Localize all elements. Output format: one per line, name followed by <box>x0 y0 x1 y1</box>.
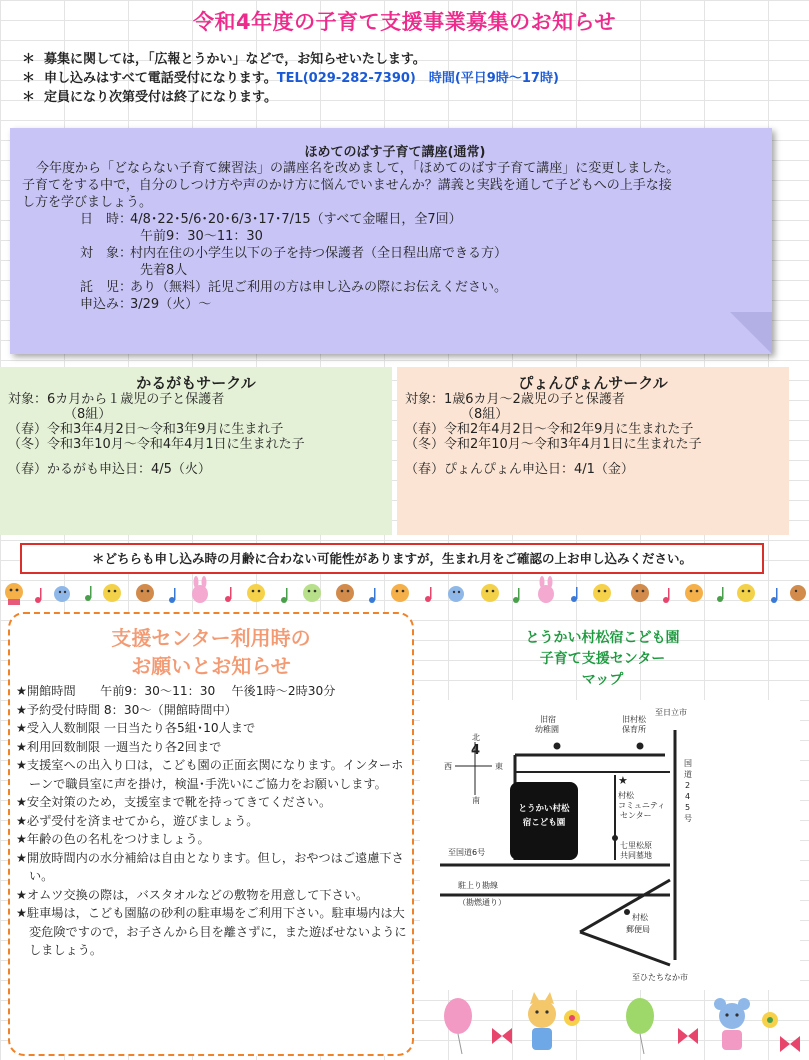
compass-east: 東 <box>495 762 503 771</box>
animal-icon <box>336 584 354 602</box>
music-note-icon <box>35 588 42 603</box>
flower-icon <box>762 1012 778 1028</box>
support-item: ★駐車場は，こども園脇の砂利の駐車場をご利用下さい。駐車場内は大変危険ですので，お子さんから目を離さずに，また遊ばせないようにしましょう。 <box>16 906 407 957</box>
star-marker-icon: ★ <box>618 774 628 787</box>
compass-north: 北 <box>472 733 480 742</box>
date-value: 4/8･22･5/6･20･6/3･17･7/15（すべて金曜日，全7回） <box>130 212 462 227</box>
animal-icon <box>790 585 806 601</box>
mouse-icon <box>714 998 750 1050</box>
animal-icon <box>685 584 703 602</box>
pyonpyon-title: ぴょんぴょんサークル <box>518 374 668 392</box>
ribbon-icon <box>780 1036 800 1052</box>
pyonpyon-circle-box <box>397 367 789 535</box>
karugamo-body <box>8 392 305 477</box>
support-center-items <box>16 682 410 960</box>
support-item: ★必ず受付を済ませてから，遊びましょう。 <box>16 813 259 828</box>
cat-icon <box>528 992 556 1050</box>
route-label-char: 5 <box>685 803 691 812</box>
pyonpyon-body <box>405 392 702 477</box>
community-label: 村松 <box>618 791 634 800</box>
to-hitachinaka-label: 至ひたちなか市 <box>632 973 688 982</box>
homete-body-line: 今年度から「どならない子育て練習法」の講座名を改めまして，「ほめてのばす子育て講座」に変更しました。 <box>36 161 680 176</box>
tokai-line-label-2: （勘燃通り） <box>458 898 506 907</box>
music-note-icon <box>513 588 520 603</box>
support-item: ★受入人数制限 一日当たり各5組･10人まで <box>16 721 256 735</box>
compass-west: 西 <box>444 762 452 771</box>
map-title-line: とうかい村松宿こども園 <box>525 630 680 646</box>
pyonpyon-apply: （春）ぴょんぴょん申込日：4/1（金） <box>405 462 634 477</box>
balloon-icon <box>444 998 472 1054</box>
homete-details <box>80 211 507 313</box>
community-label-3: センター <box>620 811 652 820</box>
karugamo-circle-box <box>0 367 392 535</box>
support-item: ★利用回数制限 一週当たり各2回まで <box>16 739 222 754</box>
page-curl-decoration <box>730 312 772 354</box>
pyonpyon-winter: （冬）令和2年10月～令和3年4月1日に生まれた子 <box>405 437 702 452</box>
community-label-2: コミュニティ <box>618 801 666 810</box>
support-item: ★開放時間内の水分補給は自由となります。但し，おやつはご遠慮下さい。 <box>16 850 404 883</box>
decorative-animal-band <box>0 572 809 612</box>
balloon-animals-decoration <box>430 988 805 1056</box>
homete-body-line: 子育てをする中で，自分のしつけ方や声のかけ方に悩んでいませんか？講義と実践を通して子どもへの上手な接 <box>22 178 672 193</box>
kyu-sukumo-label: 旧宿 <box>540 715 556 724</box>
birth-month-warning: ＊どちらも申し込み時の月齢に合わない可能性がありますが，生まれ月をご確認の上お申し込みください。 <box>20 543 764 574</box>
music-note-icon <box>425 587 432 602</box>
notice-3-text: 定員になり次第受付は終了になります。 <box>44 90 277 105</box>
route-label-char: 道 <box>684 770 692 779</box>
support-title-line: 支援センター利用時の <box>111 626 311 650</box>
animal-icon <box>448 586 464 602</box>
tokai-line-label: 駐上り勘線 <box>458 881 498 890</box>
ribbon-icon <box>492 1028 512 1044</box>
pyonpyon-spring: （春）令和2年4月2日～令和2年9月に生まれた子 <box>405 422 694 437</box>
route-label-char: 国 <box>684 759 692 768</box>
balloon-icon <box>626 998 654 1054</box>
animal-icon <box>54 586 70 602</box>
to-route6-label: 至国道6号 <box>448 848 486 857</box>
animal-icon <box>481 584 499 602</box>
pyonpyon-target: 対象：1歳6カ月～2歳児の子と保護者 <box>405 392 625 407</box>
support-item: ★年齢の色の名札をつけましょう。 <box>16 832 210 846</box>
post-office-label: 村松 <box>632 913 648 922</box>
animal-icon <box>103 584 121 602</box>
animal-icon <box>538 576 554 603</box>
childcare-label: 託 児： <box>80 280 133 295</box>
notice-1 <box>22 50 559 69</box>
map-title <box>420 628 785 691</box>
karugamo-title: かるがもサークル <box>136 374 256 392</box>
music-note-icon <box>85 586 92 601</box>
bullet-mark: ＊ <box>22 52 36 67</box>
date-label: 日 時： <box>80 212 133 227</box>
kyu-sukumo-label-2: 幼稚園 <box>535 725 559 734</box>
homete-course-title: ほめてのばす子育て講座(通常) <box>304 145 486 160</box>
music-note-icon <box>281 588 288 603</box>
time-value: 午前9：30～11：30 <box>140 229 263 244</box>
animal-icon <box>737 584 755 602</box>
cemetery-label-2: 共同墓地 <box>620 851 652 860</box>
notices <box>22 50 559 107</box>
animal-icon <box>303 584 321 602</box>
kyu-muramatsu-marker <box>637 743 644 750</box>
post-office-marker <box>624 909 630 915</box>
route-label-char: 4 <box>685 792 691 801</box>
karugamo-groups: （8組） <box>64 407 112 422</box>
notice-1-text: 募集に関しては，「広報とうかい」などで，お知らせいたします。 <box>44 52 426 67</box>
support-item: ★開館時間 午前9：30～11：30 午後1時～2時30分 <box>16 684 336 698</box>
flower-icon <box>564 1010 580 1026</box>
kyu-muramatsu-label-2: 保育所 <box>622 725 646 734</box>
kyu-muramatsu-label: 旧村松 <box>622 715 646 724</box>
kyu-sukumo-marker <box>554 743 561 750</box>
bullet-mark: ＊ <box>22 71 36 86</box>
animal-icon <box>136 584 154 602</box>
target-value: 村内在住の小学生以下の子を持つ保護者（全日程出席できる方） <box>130 246 508 261</box>
notice-2 <box>22 69 559 88</box>
map-title-line: 子育て支援センター <box>539 651 666 667</box>
homete-body-line: し方を学びましょう。 <box>22 195 153 210</box>
music-note-icon <box>663 588 670 603</box>
karugamo-apply: （春）かるがも申込日：4/5（火） <box>8 462 211 477</box>
cemetery-marker <box>612 835 618 841</box>
animal-icon <box>247 584 265 602</box>
support-item: ★予約受付時間 8：30～（開館時間中） <box>16 702 237 717</box>
access-map <box>420 700 800 990</box>
kodomoen-label-2: 宿こども園 <box>522 818 566 828</box>
ribbon-icon <box>678 1028 698 1044</box>
music-note-icon <box>225 587 232 602</box>
animal-icon <box>391 584 409 602</box>
tel-number: TEL(029-282-7390) 時間(平日9時～17時) <box>276 71 559 86</box>
music-note-icon <box>771 588 778 603</box>
apply-value: 3/29（火）～ <box>130 297 212 312</box>
support-item: ★オムツ交換の際は，バスタオルなどの敷物を用意して下さい。 <box>16 887 369 902</box>
notice-2-text: 申し込みはすべて電話受付になります。 <box>44 71 277 86</box>
kodomoen-label: とうかい村松 <box>518 804 570 814</box>
childcare-value: あり（無料）託児ご利用の方は申し込みの際にお伝えください。 <box>130 280 508 295</box>
karugamo-spring: （春）令和3年4月2日～令和3年9月に生まれ子 <box>8 422 284 437</box>
notice-3 <box>22 88 559 107</box>
compass-south: 南 <box>472 796 480 805</box>
support-title-line: お願いとお知らせ <box>131 654 291 678</box>
route-label-char: 号 <box>684 814 692 823</box>
support-item: ★支援室への出入り口は，こども園の正面玄関になります。インターホーンで職員室に声を掛け，検温･手洗いにご協力をお願いします。 <box>16 758 404 791</box>
to-hitachi-label: 至日立市 <box>655 708 687 717</box>
music-note-icon <box>717 587 724 602</box>
music-note-icon <box>169 588 176 603</box>
animal-icon <box>631 584 649 602</box>
support-item: ★安全対策のため，支援室まで靴を持ってきてください。 <box>16 795 332 809</box>
pyonpyon-groups: （8組） <box>461 407 509 422</box>
support-center-title <box>10 624 412 680</box>
karugamo-winter: （冬）令和3年10月～令和4年4月1日に生まれた子 <box>8 437 305 452</box>
route-label-char: 2 <box>685 781 691 790</box>
cemetery-label: 七里松原 <box>620 841 652 850</box>
homete-description <box>22 160 762 211</box>
animal-icon <box>5 583 23 605</box>
capacity-value: 先着8人 <box>140 263 188 278</box>
post-office-label-2: 郵便局 <box>626 925 650 934</box>
apply-label: 申込み： <box>80 297 133 312</box>
map-title-line: マップ <box>581 672 624 688</box>
target-label: 対 象： <box>80 246 133 261</box>
animal-icon <box>593 584 611 602</box>
page-title: 令和4年度の子育て支援事業募集のお知らせ <box>193 10 616 34</box>
music-note-icon <box>369 588 376 603</box>
music-note-icon <box>571 587 578 602</box>
karugamo-target: 対象：6カ月から１歳児の子と保護者 <box>8 392 225 407</box>
svg-text:4: 4 <box>471 743 481 758</box>
bullet-mark: ＊ <box>22 90 36 105</box>
animal-icon <box>192 576 208 603</box>
